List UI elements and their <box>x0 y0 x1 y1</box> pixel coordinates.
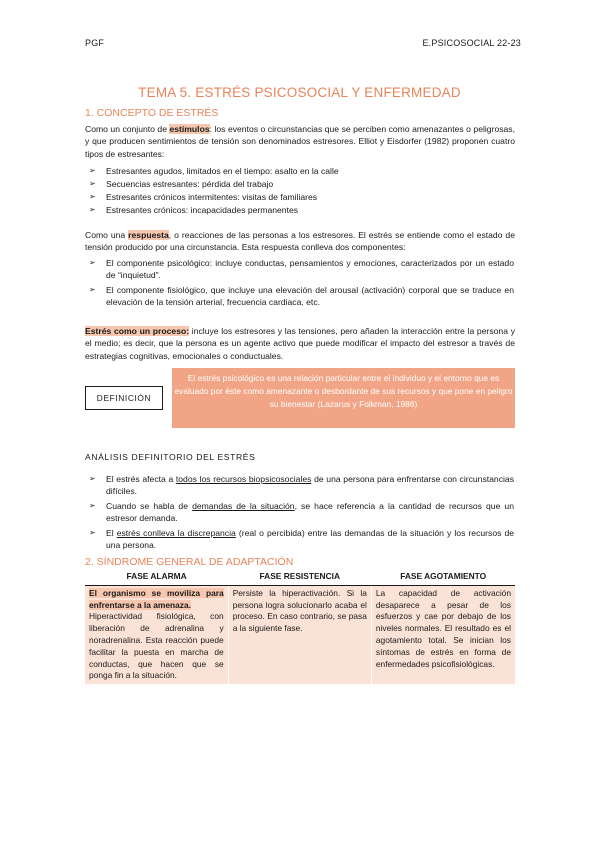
header-course: E.PSICOSOCIAL 22-23 <box>422 38 521 48</box>
analisis-heading: ANÁLISIS DEFINITORIO DEL ESTRÉS <box>85 452 256 462</box>
text-run: Como un conjunto de <box>85 124 170 134</box>
arrow-bullet-icon: ➢ <box>89 179 96 188</box>
paragraph-estimulos <box>85 123 515 160</box>
cell-fase-alarma <box>85 585 228 684</box>
text-run: : los eventos o circunstancias que se perciben como amenazantes o peligrosas, y que producen sentimientos de tensión son denominados estresores. Elliot y Eisdorfer (1982) proponen cuatro tipos de estresantes: <box>85 124 515 159</box>
arrow-bullet-icon: ➢ <box>89 474 96 483</box>
definition-label: DEFINICIÓN <box>85 386 163 410</box>
highlighted-term: estímulos <box>169 124 210 134</box>
list-item <box>89 178 514 190</box>
arrow-bullet-icon: ➢ <box>89 205 96 214</box>
arrow-bullet-icon: ➢ <box>89 192 96 201</box>
text-run: incluye los estresores y las tensiones, pero añaden la interacción entre la persona y el medio; es decir, que la persona es un agente activo que puede modificar el impacto del estresor a través de estrategias cognitivas, emocionales o conductuales. <box>85 326 515 361</box>
cell-fase-resistencia: Persiste la hiperactivación. Si la persona logra solucionarlo acaba el proceso. En caso contrario, se pasa a la siguiente fase. <box>228 585 371 684</box>
list-item <box>89 191 514 203</box>
list-item-text: Estresantes agudos, limitados en el tiempo: asalto en la calle <box>106 166 339 176</box>
text-run: El <box>106 528 117 538</box>
list-item-text: Estresantes crónicos intermitentes: visitas de familiares <box>106 192 318 202</box>
list-item-text: Secuencias estresantes: pérdida del trabajo <box>106 179 274 189</box>
page-title: TEMA 5. ESTRÉS PSICOSOCIAL Y ENFERMEDAD <box>138 85 461 100</box>
list-item <box>89 204 514 216</box>
list-item-text: Estresantes crónicos: incapacidades permanentes <box>106 205 299 215</box>
list-item-text: El componente psicológico: incluye conductas, pensamientos y emociones, caracterizados por un estado de “inquietud”. <box>106 258 514 281</box>
arrow-bullet-icon: ➢ <box>89 166 96 175</box>
list-item <box>89 257 514 282</box>
highlighted-term: Estrés como un proceso: <box>85 326 190 336</box>
highlighted-term: respuesta <box>128 230 169 240</box>
list-item <box>89 165 514 177</box>
text-run: El estrés afecta a <box>106 474 176 484</box>
list-item <box>89 284 514 309</box>
text-run: Cuando se habla de <box>106 501 193 511</box>
arrow-bullet-icon: ➢ <box>89 285 96 294</box>
text-run: , o reacciones de las personas a los estresores. El estrés se entiende como el estado de tensión producido por una circunstancia. Esta respuesta conlleva dos componentes: <box>85 230 515 253</box>
arrow-bullet-icon: ➢ <box>89 528 96 537</box>
definition-callout: El estrés psicológico es una relación particular entre el individuo y el entorno que es evaluado por éste como amenazante o desbordante de sus recursos y que pone en peligro su bienestar (Lazarus y Folkman, 1986) <box>172 368 515 428</box>
column-header: FASE RESISTENCIA <box>228 570 371 585</box>
column-header: FASE ALARMA <box>85 570 228 585</box>
list-item <box>89 527 515 552</box>
arrow-bullet-icon: ➢ <box>89 501 96 510</box>
list-item <box>89 500 514 525</box>
text-run: de una persona para enfrentarse con circunstancias difíciles. <box>106 474 514 497</box>
paragraph-proceso <box>85 325 515 362</box>
arrow-bullet-icon: ➢ <box>89 258 96 267</box>
paragraph-respuesta <box>85 229 515 254</box>
table-header-row <box>85 570 515 585</box>
highlighted-term: El organismo se moviliza para enfrentarse a la amenaza. <box>89 587 224 610</box>
text-run: Como una <box>85 230 129 240</box>
cell-fase-agotamiento: La capacidad de activación desaparece a pesar de los esfuerzos y cae por debajo de los niveles normales. El resultado es el agotamiento total. Se inician los síntomas de estrés en forma de enfermedades psicofisiológicas. <box>371 585 515 684</box>
phases-table <box>85 570 515 684</box>
list-item-text: El componente fisiológico, que incluye una elevación del arousal (activación) corporal que se traduce en elevación de la tensión arterial, frecuencia cardiaca, etc. <box>106 285 514 308</box>
text-run: (real o percibida) entre las demandas de la situación y los recursos de una persona. <box>106 528 515 551</box>
cell-text: Hiperactividad fisiológica, con liberación de adrenalina y noradrenalina. Esta reacción puede facilitar la puesta en marcha de conductas, que hacen que se ponga fin a la situación. <box>89 611 224 681</box>
underlined-term: todos los recursos biopsicosociales <box>175 474 312 484</box>
section-heading-sindrome: 2. SÍNDROME GENERAL DE ADAPTACIÓN <box>85 556 294 568</box>
table-row <box>85 585 515 684</box>
column-header: FASE AGOTAMIENTO <box>371 570 515 585</box>
section-heading-concepto: 1. CONCEPTO DE ESTRÉS <box>85 107 219 119</box>
underlined-term: demandas de la situación <box>192 501 295 511</box>
underlined-term: estrés conlleva la discrepancia <box>116 528 236 538</box>
header-author: PGF <box>85 38 105 48</box>
text-run: , se hace referencia a la cantidad de recursos que un estresor demanda. <box>106 501 514 524</box>
list-item <box>89 473 514 498</box>
